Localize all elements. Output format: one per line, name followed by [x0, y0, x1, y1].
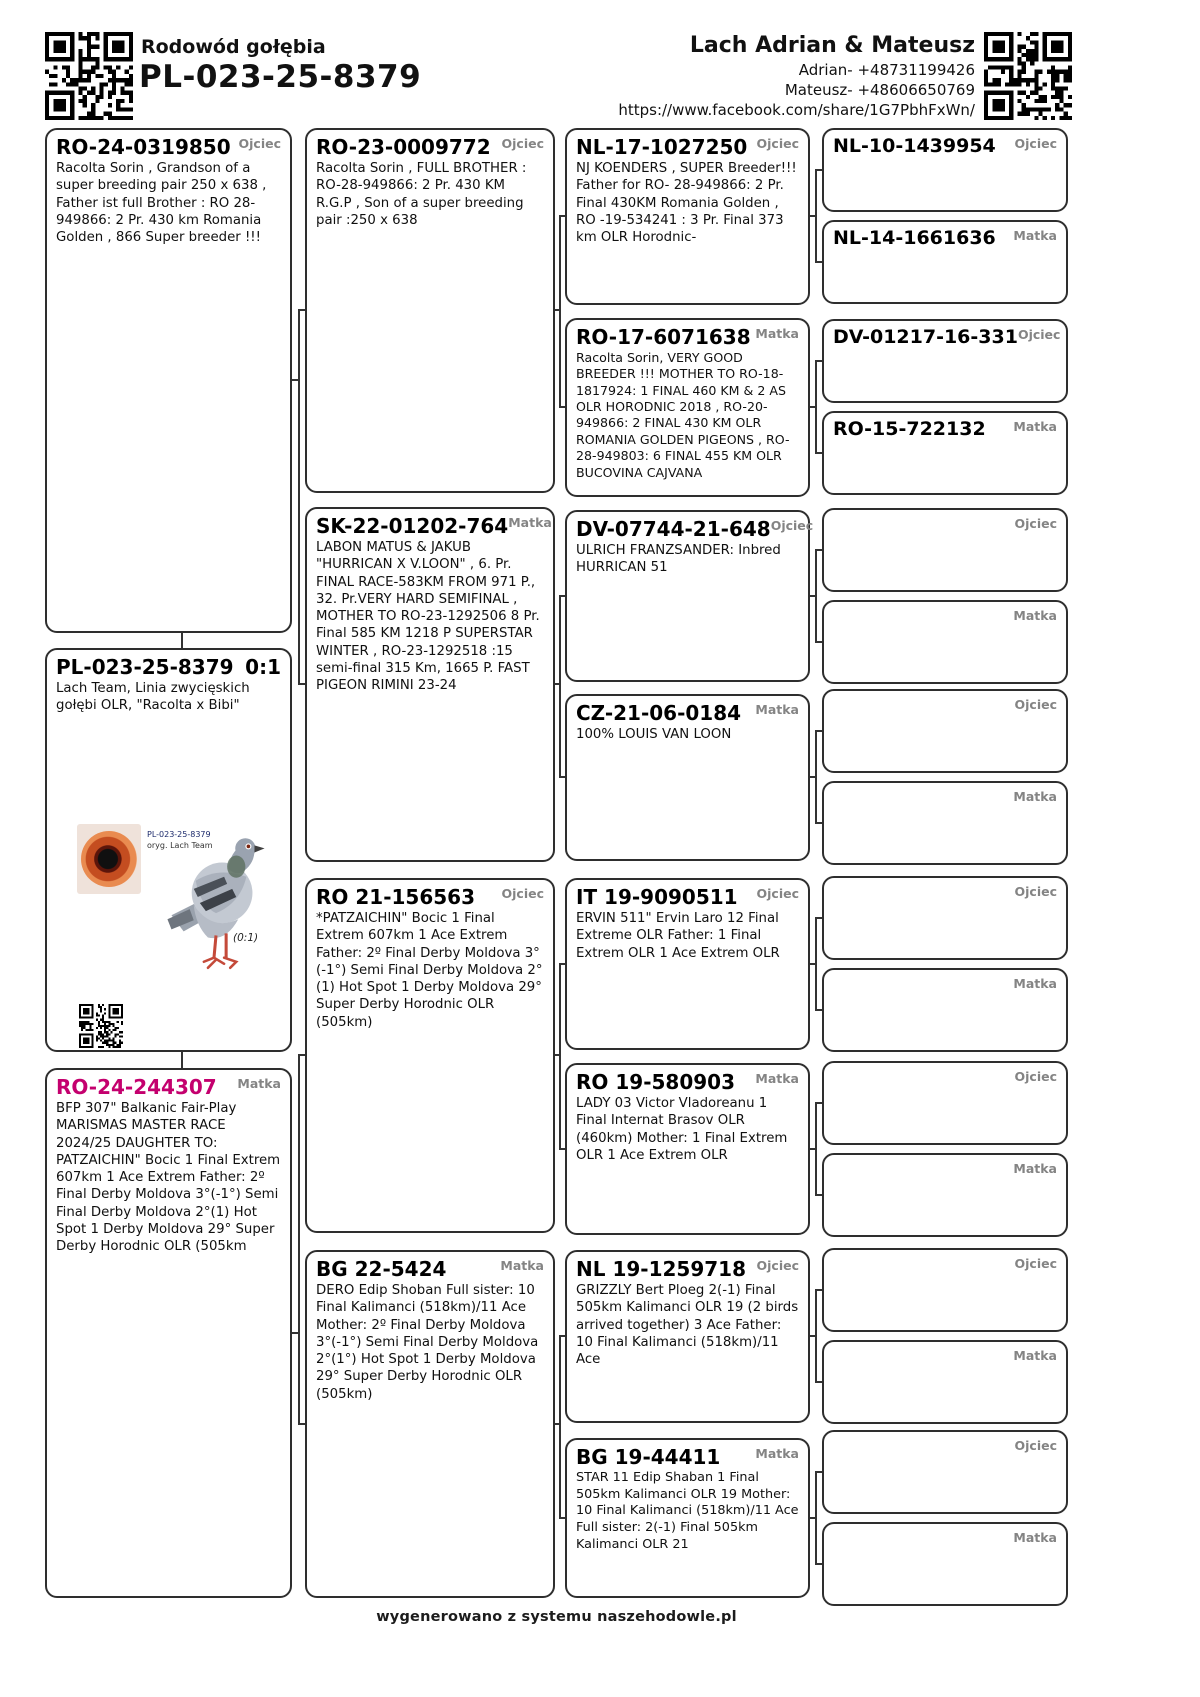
pedigree-box-gen4-2	[822, 220, 1068, 304]
connector-line	[559, 595, 561, 778]
role-label: Matka	[1013, 228, 1057, 243]
connector-line	[815, 917, 817, 1011]
pedigree-box-gen3-7	[565, 1250, 810, 1423]
role-label: Ojciec	[1014, 136, 1057, 151]
pedigree-box-gen4-9	[822, 876, 1068, 960]
ring-number: PL-023-25-8379	[56, 655, 234, 679]
connector-line	[559, 1335, 561, 1519]
role-label: Matka	[755, 1446, 799, 1461]
pigeon-description: NJ KOENDERS , SUPER Breeder!!! Father for RO- 28-949866: 2 Pr. Final 430KM Romania Golden , RO -19-534241 : 3 Pr. Final 373 km OLR Horodnic-	[576, 161, 797, 246]
ring-number: NL 19-1259718	[576, 1257, 746, 1281]
connector-line	[559, 215, 561, 408]
pedigree-box-gen4-15	[822, 1430, 1068, 1514]
race-score: 0:1	[245, 655, 281, 679]
ring-number: RO 21-156563	[316, 885, 475, 909]
role-label: Ojciec	[1014, 1069, 1057, 1084]
role-label: Matka	[1013, 976, 1057, 991]
ring-number: BG 22-5424	[316, 1257, 447, 1281]
pigeon-ring-number-title: PL-023-25-8379	[139, 59, 422, 95]
pigeon-description: LABON MATUS & JAKUB "HURRICAN X V.LOON" , 6. Pr. FINAL RACE-583KM FROM 971 P., 32. Pr.VERY HARD SEMIFINAL , MOTHER TO RO-23-1292506 8 Pr. Final 585 KM 1218 P SUPERSTAR WINTER , RO-23-1292518 :15 semi-final 315 Km, 1665 P. FAST PIGEON RIMINI 23-24	[316, 540, 540, 694]
pedigree-box-mother	[45, 1068, 292, 1598]
footer-credit: wygenerowano z systemu naszehodowle.pl	[376, 1609, 737, 1625]
pedigree-box-gen4-7	[822, 689, 1068, 773]
pigeon-description: 100% LOUIS VAN LOON	[576, 727, 732, 742]
ring-number: NL-10-1439954	[833, 135, 996, 157]
pedigree-box-gen4-4	[822, 411, 1068, 495]
pigeon-description: BFP 307" Balkanic Fair-Play MARISMAS MASTER RACE 2024/25 DAUGHTER TO: PATZAICHIN" Bocic 1 Final Extrem 607km 1 Ace Extrem Father: 2º Final Derby Moldova 3°(-1°) Semi Final Derby Moldova 2°(1) Hot Spot 1 Derby Moldova 29° Super Derby Horodnic OLR (505km	[56, 1101, 281, 1255]
role-label: Matka	[508, 515, 552, 530]
role-label: Matka	[1013, 789, 1057, 804]
role-label: Ojciec	[1014, 516, 1057, 531]
ring-number: RO-17-6071638	[576, 325, 751, 349]
role-label: Matka	[1013, 1161, 1057, 1176]
pedigree-box-gen3-2	[565, 318, 810, 497]
connector-line	[181, 633, 183, 649]
photo-score-label: (0:1)	[233, 932, 259, 944]
ring-number: RO-15-722132	[833, 418, 986, 440]
ring-number: SK-22-01202-764	[316, 514, 509, 538]
role-label: Matka	[755, 702, 799, 717]
pigeon-photo	[75, 818, 271, 982]
pedigree-box-gen4-1	[822, 128, 1068, 212]
role-label: Ojciec	[501, 136, 544, 151]
connector-line	[815, 1471, 817, 1565]
pigeon-eye	[81, 831, 137, 887]
pedigree-box-gen3-6	[565, 1063, 810, 1235]
pedigree-box-gen3-4	[565, 694, 810, 861]
pigeon-description: ERVIN 511" Ervin Laro 12 Final Extreme OLR Father: 1 Final Extrem OLR 1 Ace Extrem OLR	[576, 911, 780, 961]
connector-line	[298, 309, 300, 685]
role-label: Ojciec	[1017, 327, 1061, 342]
connector-line	[815, 1102, 817, 1196]
document-title: Rodowód gołębia	[141, 36, 326, 58]
pedigree-box-gen2-4	[305, 1250, 555, 1598]
pigeon-description: Racolta Sorin, VERY GOOD BREEDER !!! MOTHER TO RO-18-1817924: 1 FINAL 460 KM & 2 AS OLR HORODNIC 2018 , RO-20-949866: 2 FINAL 430 KM OLR ROMANIA GOLDEN PIGEONS , RO-28-949803: 6 FINAL 455 KM OLR BUCOVINA CAJVANA	[576, 350, 790, 480]
role-label: Ojciec	[756, 886, 799, 901]
pigeon-description: *PATZAICHIN" Bocic 1 Final Extrem 607km 1 Ace Extrem Father: 2º Final Derby Moldova 3°(-1°) Semi Final Derby Moldova 2°(1) Hot Spot 1 Derby Moldova 29° Super Derby Horodnic OLR (505km)	[316, 911, 543, 1030]
pedigree-box-gen3-3	[565, 510, 814, 682]
pigeon-description: LADY 03 Victor Vladoreanu 1 Final Internat Brasov OLR (460km) Mother: 1 Final Extrem OLR 1 Ace Extrem OLR	[576, 1096, 788, 1163]
breeder-name: Lach Adrian & Mateusz	[689, 33, 975, 58]
connector-line	[181, 1052, 183, 1069]
pedigree-box-gen4-3	[822, 319, 1068, 403]
connector-line	[559, 963, 561, 1150]
role-label: Matka	[755, 1071, 799, 1086]
connector-line	[815, 549, 817, 643]
pedigree-box-gen2-3	[305, 878, 555, 1233]
pedigree-box-gen4-11	[822, 1061, 1068, 1145]
ring-number: BG 19-44411	[576, 1445, 721, 1469]
connector-line	[815, 169, 817, 263]
pigeon-description: GRIZZLY Bert Ploeg 2(-1) Final 505km Kalimanci OLR 19 (2 birds arrived together) 3 Ace Father: 10 Final Kalimanci (518km)/11 Ace	[576, 1283, 799, 1368]
ring-number: RO-23-0009772	[316, 135, 491, 159]
role-label: Ojciec	[770, 518, 814, 533]
role-label: Matka	[1013, 1348, 1057, 1363]
role-label: Matka	[1013, 1530, 1057, 1545]
pedigree-box-gen4-8	[822, 781, 1068, 865]
role-label: Matka	[755, 326, 799, 341]
role-label: Ojciec	[501, 886, 544, 901]
ring-number: IT 19-9090511	[576, 885, 738, 909]
pedigree-box-gen4-16	[822, 1522, 1068, 1606]
role-label: Ojciec	[1014, 1256, 1057, 1271]
role-label: Ojciec	[238, 136, 281, 151]
ring-number: DV-01217-16-331	[833, 326, 1018, 348]
pigeon-description: Racolta Sorin , Grandson of a super breeding pair 250 x 638 , Father ist full Brother : RO 28-949866: 2 Pr. 430 km Romania Golden , 866 Super breeder !!!	[56, 161, 267, 246]
ring-number: CZ-21-06-0184	[576, 701, 742, 725]
photo-caption-origin: oryg. Lach Team	[147, 840, 213, 850]
connector-line	[815, 730, 817, 824]
pedigree-box-gen4-12	[822, 1153, 1068, 1237]
ring-number: RO-24-0319850	[56, 135, 231, 159]
pedigree-box-gen4-13	[822, 1248, 1068, 1332]
pedigree-box-gen3-5	[565, 878, 810, 1050]
pedigree-box-gen4-14	[822, 1340, 1068, 1424]
pedigree-box-gen2-2	[305, 507, 555, 862]
role-label: Matka	[500, 1258, 544, 1273]
phone-mateusz: Mateusz- +48606650769	[784, 80, 975, 99]
pedigree-box-gen2-1	[305, 128, 555, 493]
role-label: Ojciec	[1014, 697, 1057, 712]
connector-line	[298, 1054, 300, 1425]
pedigree-box-gen3-8	[565, 1438, 810, 1598]
pigeon-description: DERO Edip Shoban Full sister: 10 Final Kalimanci (518km)/11 Ace Mother: 2º Final Derby Moldova 3°(-1°) Semi Final Derby Moldova 2°(1°) Hot Spot 1 Derby Moldova 29° Super Derby Horodnic OLR (505km)	[316, 1283, 539, 1402]
pigeon-illustration	[159, 816, 271, 982]
photo-caption-ring: PL-023-25-8379	[147, 830, 211, 839]
role-label: Ojciec	[756, 1258, 799, 1273]
pedigree-box-gen3-1	[565, 128, 810, 305]
pigeon-description: Racolta Sorin , FULL BROTHER : RO-28-949866: 2 Pr. 430 KM R.G.P , Son of a super breeding pair :250 x 638	[316, 161, 527, 228]
qr-code-pigeon	[79, 1004, 123, 1048]
connector-line	[815, 1289, 817, 1383]
ring-number: NL-14-1661636	[833, 227, 996, 249]
ring-number: DV-07744-21-648	[576, 517, 771, 541]
pedigree-box-gen4-6	[822, 600, 1068, 684]
pigeon-description: ULRICH FRANZSANDER: Inbred HURRICAN 51	[576, 543, 781, 576]
role-label: Ojciec	[1014, 884, 1057, 899]
pedigree-box-gen4-5	[822, 508, 1068, 592]
pigeon-description: STAR 11 Edip Shaban 1 Final 505km Kalimanci OLR 19 Mother: 10 Final Kalimanci (518km)/11 Ace Full sister: 2(-1) Final 505km Kalimanci OLR 21	[576, 1470, 799, 1552]
facebook-link[interactable]: https://www.facebook.com/share/1G7PbhFxWn/	[618, 100, 975, 119]
role-label: Matka	[1013, 419, 1057, 434]
role-label: Ojciec	[756, 136, 799, 151]
pedigree-box-father	[45, 128, 292, 633]
pigeon-description: Lach Team, Linia zwycięskich gołębi OLR, "Racolta x Bibi"	[56, 681, 250, 714]
pedigree-box-subject	[45, 648, 292, 1052]
role-label: Matka	[1013, 608, 1057, 623]
ring-number: RO 19-580903	[576, 1070, 735, 1094]
pigeon-eye-photo	[77, 824, 141, 894]
ring-number: RO-24-244307	[56, 1075, 217, 1099]
connector-line	[815, 360, 817, 454]
pedigree-box-gen4-10	[822, 968, 1068, 1052]
ring-number: NL-17-1027250	[576, 135, 748, 159]
phone-adrian: Adrian- +48731199426	[798, 61, 975, 79]
role-label: Ojciec	[1014, 1438, 1057, 1453]
role-label: Matka	[237, 1076, 281, 1091]
